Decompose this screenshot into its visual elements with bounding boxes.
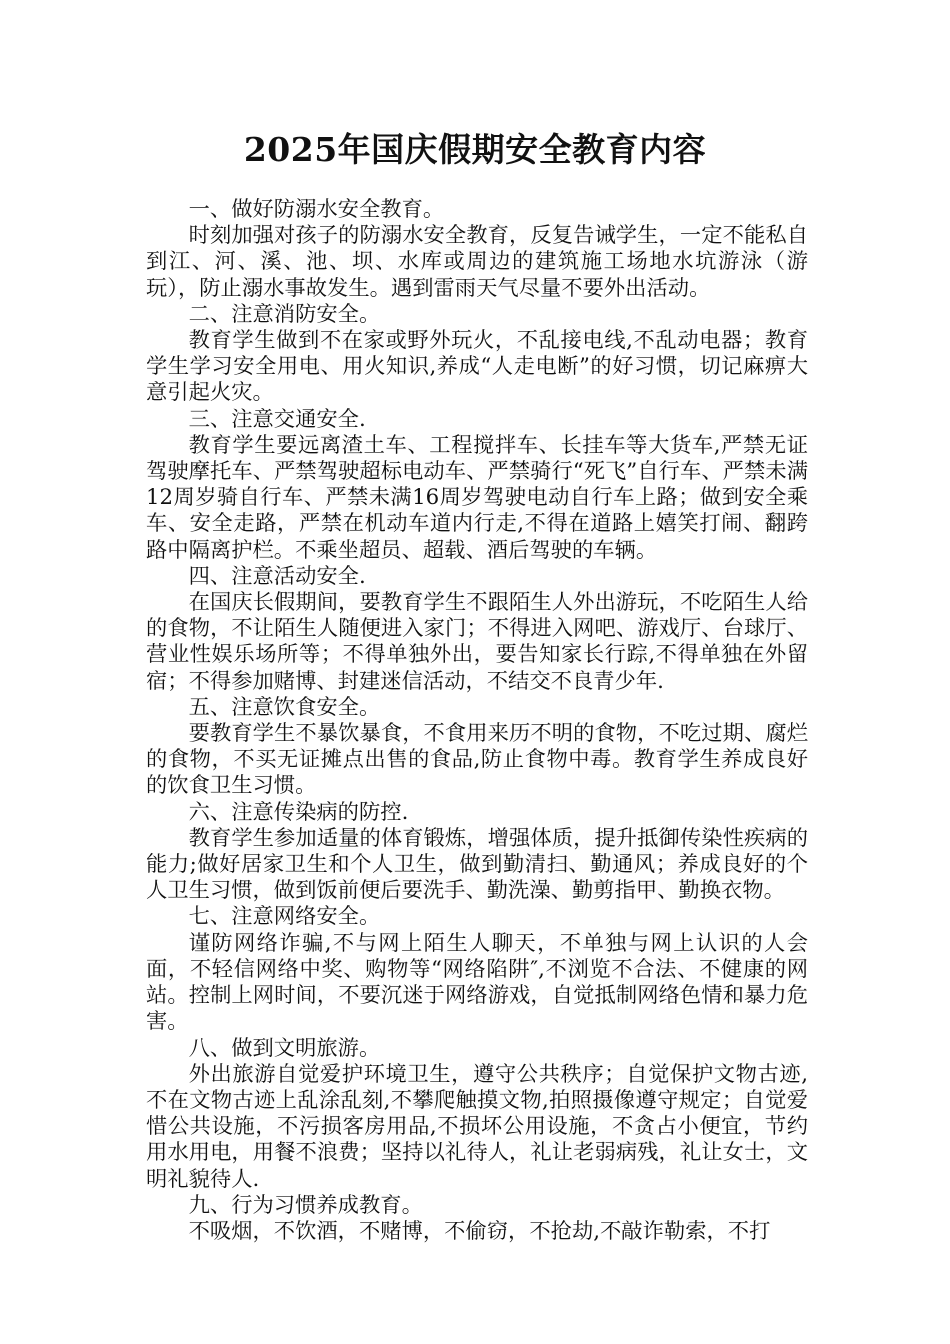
section-heading-disease: 六、注意传染病的防控. — [188, 799, 409, 825]
document-title: 2025年国庆假期安全教育内容 — [243, 130, 707, 169]
paragraph-activity: 在国庆长假期间，要教育学生不跟陌生人外出游玩，不吃陌生人给的食物，不让陌生人随便进入家门；不得进入网吧、游戏厅、台球厅、营业性娱乐场所等；不得单独外出，要告知家长行踪,不得单独在外留宿；不得参加赌博、封建迷信活动，不结交不良青少年. — [146, 590, 808, 694]
section-heading-food: 五、注意饮食安全。 — [188, 694, 381, 720]
section-heading-fire: 二、注意消防安全。 — [188, 301, 381, 327]
paragraph-disease: 教育学生参加适量的体育锻炼，增强体质，提升抵御传染性疾病的能力;做好居家卫生和个人卫生，做到勤清扫、勤通风；养成良好的个人卫生习惯，做到饭前便后要洗手、勤洗澡、勤剪指甲、勤换衣物。 — [146, 825, 808, 904]
section-heading-traffic: 三、注意交通安全. — [188, 406, 366, 432]
paragraph-travel: 外出旅游自觉爱护环境卫生，遵守公共秩序；自觉保护文物古迹,不在文物古迹上乱涂乱刻,不攀爬触摸文物,拍照摄像遵守规定；自觉爱惜公共设施，不污损客房用品,不损坏公用设施，不贪占小便宜，节约用水用电，用餐不浪费；坚持以礼待人，礼让老弱病残，礼让女士，文明礼貌待人. — [146, 1061, 808, 1192]
section-heading-drowning: 一、做好防溺水安全教育。 — [188, 197, 445, 222]
section-heading-network: 七、注意网络安全。 — [188, 904, 381, 930]
section-heading-travel: 八、做到文明旅游。 — [188, 1035, 381, 1061]
paragraph-fire: 教育学生做到不在家或野外玩火，不乱接电线,不乱动电器；教育学生学习安全用电、用火知识,养成“人走电断”的好习惯，切记麻痹大意引起火灾。 — [146, 328, 808, 406]
paragraph-traffic: 教育学生要远离渣土车、工程搅拌车、长挂车等大货车,严禁无证驾驶摩托车、严禁驾驶超标电动车、严禁骑行“死飞”自行车、严禁未满12周岁骑自行车、严禁未满16周岁驾驶电动自行车上路；做到安全乘车、安全走路，严禁在机动车道内行走,不得在道路上嬉笑打闹、翻跨路中隔离护栏。不乘坐超员、超载、酒后驾驶的车辆。 — [146, 432, 808, 563]
paragraph-behavior: 不吸烟，不饮酒，不赌博，不偷窃，不抢劫,不敲诈勒索，不打 — [188, 1218, 771, 1244]
document-body — [146, 197, 808, 1245]
paragraph-network: 谨防网络诈骗,不与网上陌生人聊天，不单独与网上认识的人会面，不轻信网络中奖、购物等“网络陷阱″,不浏览不合法、不健康的网站。控制上网时间，不要沉迷于网络游戏，自觉抵制网络色情和暴力危害。 — [146, 930, 808, 1035]
section-heading-behavior: 九、行为习惯养成教育。 — [188, 1192, 423, 1218]
paragraph-drowning: 时刻加强对孩子的防溺水安全教育，反复告诫学生，一定不能私自到江、河、溪、池、坝、水库或周边的建筑施工场地水坑游泳（游玩），防止溺水事故发生。遇到雷雨天气尽量不要外出活动。 — [146, 223, 808, 301]
paragraph-food: 要教育学生不暴饮暴食，不食用来历不明的食物，不吃过期、腐烂的食物，不买无证摊点出售的食品,防止食物中毒。教育学生养成良好的饮食卫生习惯。 — [146, 721, 808, 799]
section-heading-activity: 四、注意活动安全. — [188, 563, 366, 589]
